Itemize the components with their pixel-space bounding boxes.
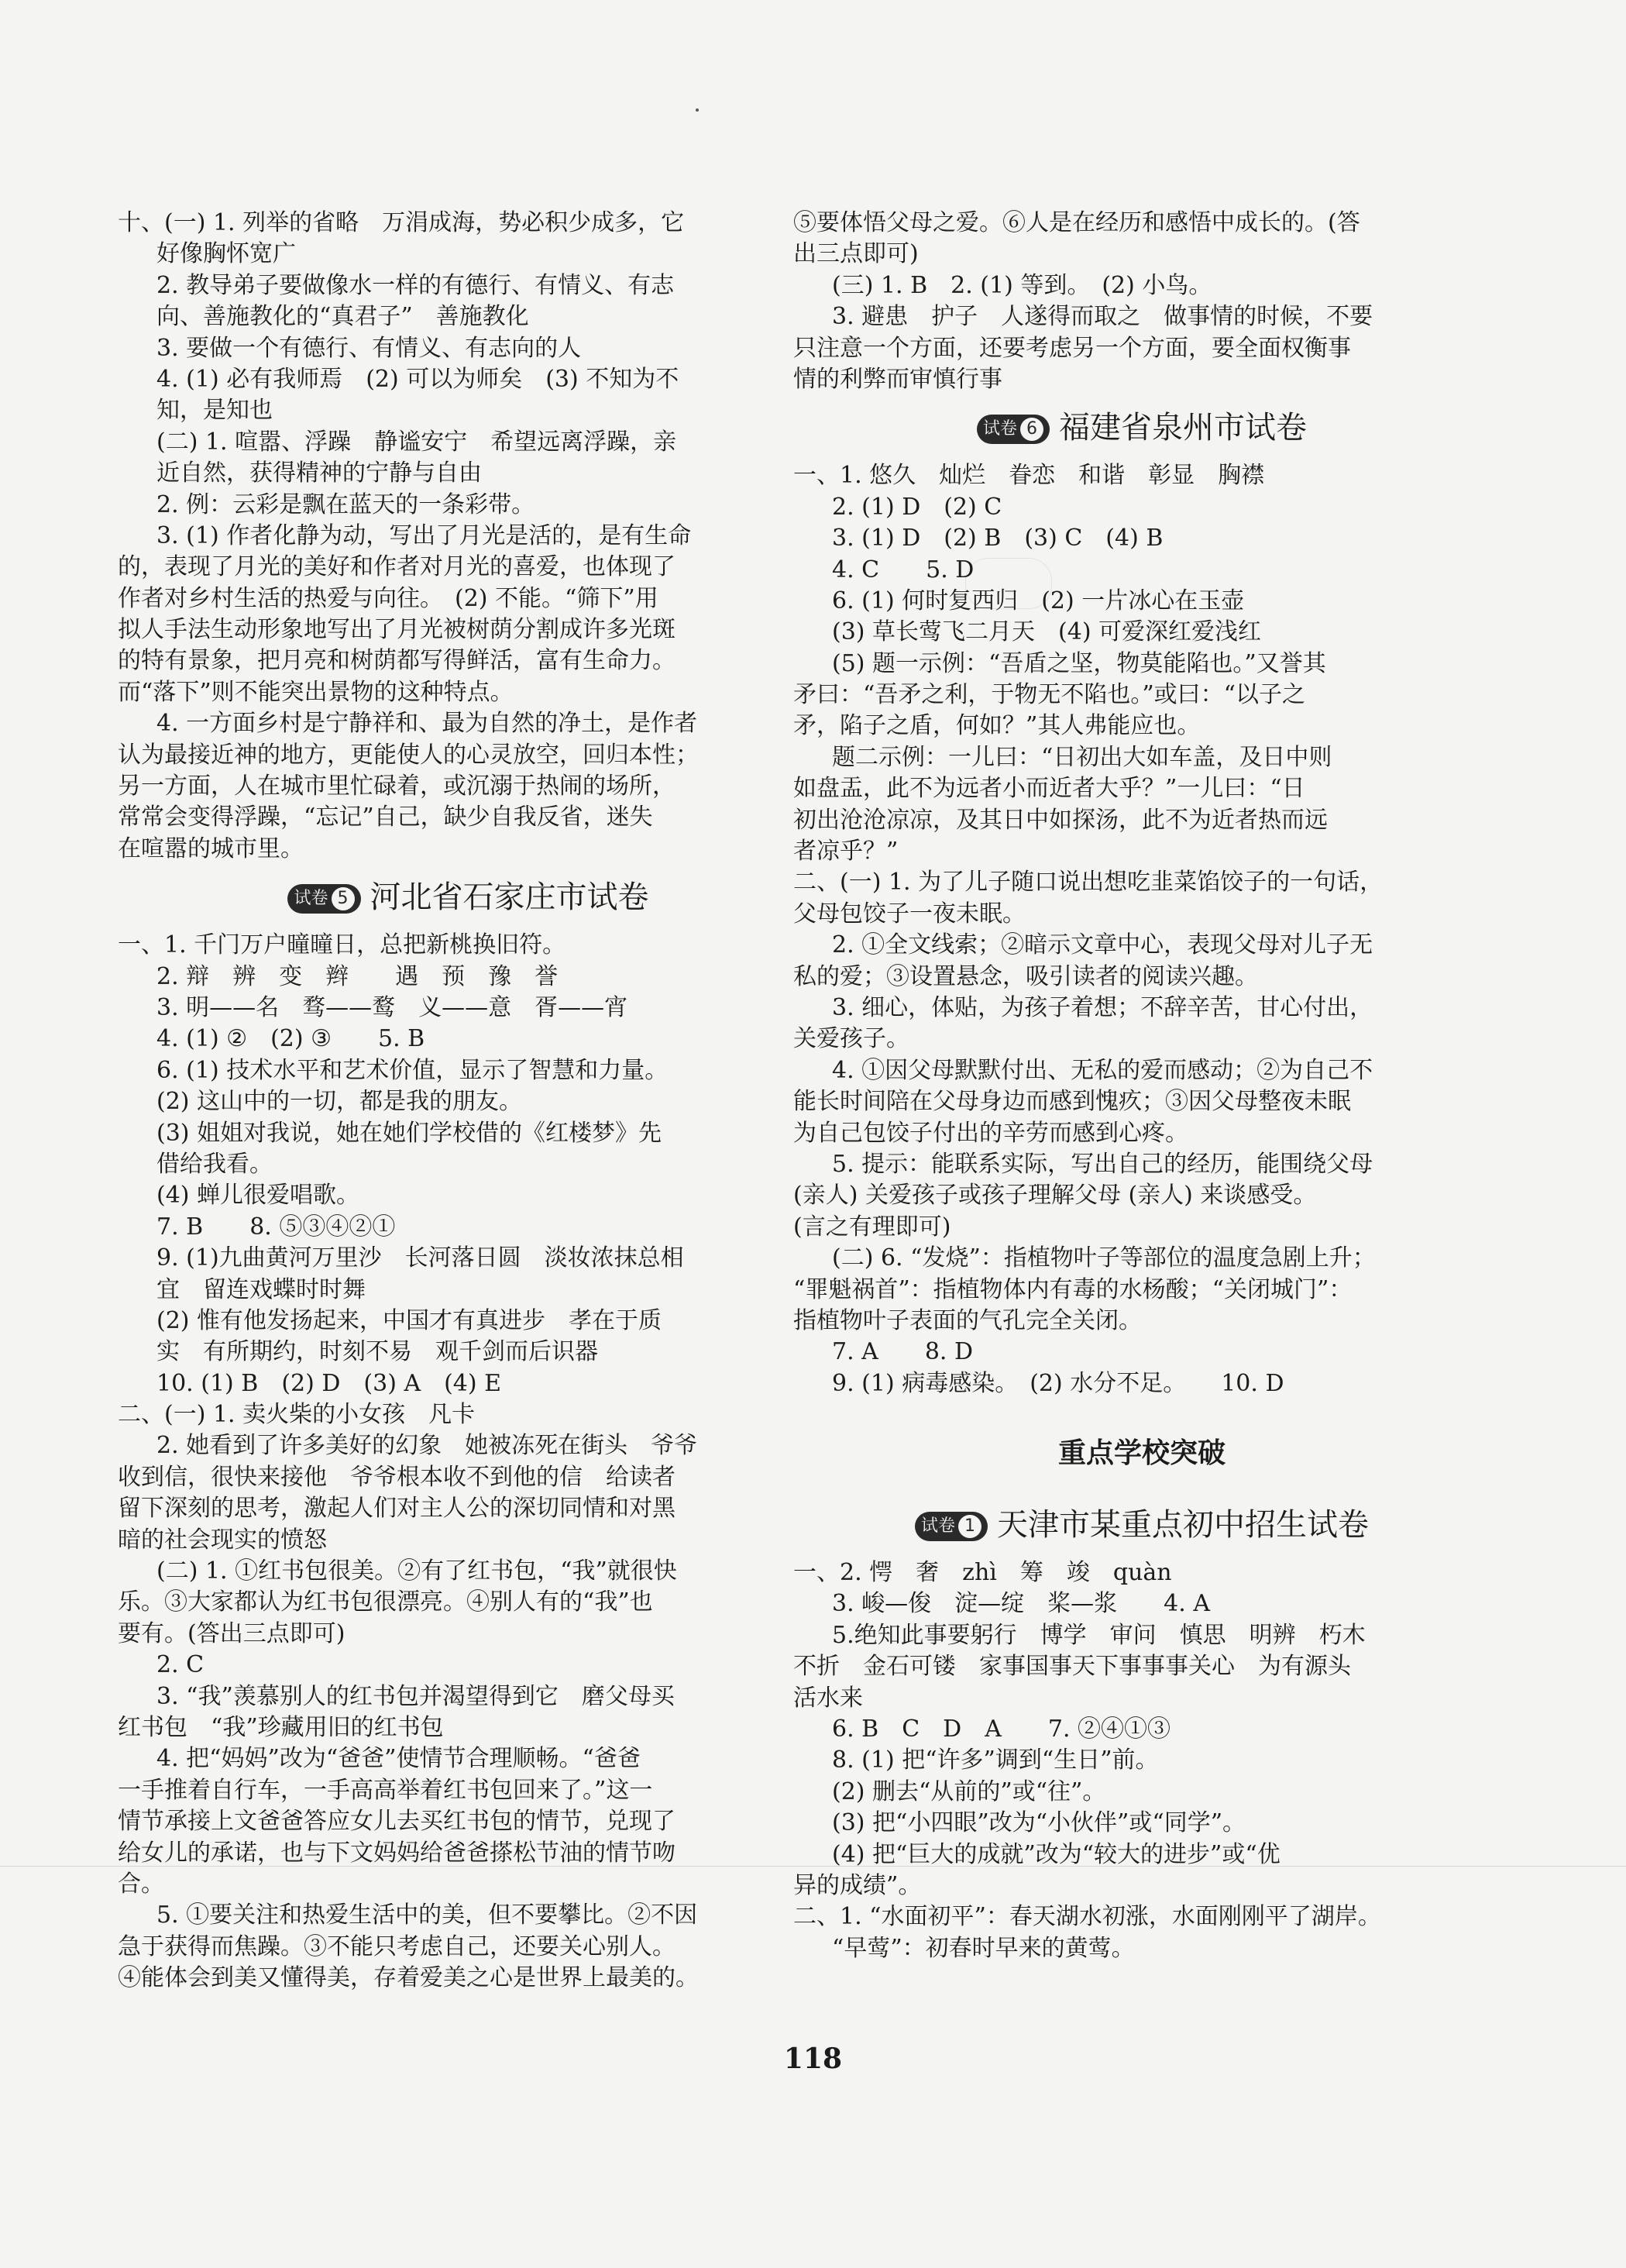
answer-line: 4. (1) 必有我师焉 (2) 可以为师矣 (3) 不知为不: [156, 365, 679, 393]
answer-line: 认为最接近神的地方，更能使人的心灵放空，回归本性；: [118, 741, 699, 769]
answer-line: 私的爱；③设置悬念，吸引读者的阅读兴趣。: [793, 962, 1258, 990]
badge-number: 5: [332, 887, 355, 910]
answer-line: (3) 把“小四眼”改为“小伙伴”或“同学”。: [832, 1809, 1246, 1837]
answer-line: 十、(一) 1. 列举的省略 万涓成海，势必积少成多，它: [118, 209, 685, 236]
answer-line: (二) 6. “发烧”：指植物叶子等部位的温度急剧上升；: [832, 1244, 1376, 1272]
answer-line: (4) 蝉儿很爱唱歌。: [156, 1182, 360, 1210]
answer-line: 不折 金石可镂 家事国事天下事事事关心 为有源头: [793, 1653, 1351, 1681]
answer-line: 者凉乎？”: [793, 838, 899, 866]
answer-line: 题二示例：一儿曰：“日初出大如车盖，及日中则: [832, 743, 1332, 771]
answer-line: 矛曰：“吾矛之利，于物无不陷也。”或曰：“以子之: [793, 681, 1306, 709]
answer-line: “早莺”：初春时早来的黄莺。: [832, 1934, 1135, 1962]
answer-line: 好像胸怀宽广: [156, 240, 296, 268]
answer-line: 4. ①因父母默默付出、无私的爱而感动；②为自己不: [832, 1056, 1373, 1084]
answer-line: 4. 一方面乡村是宁静祥和、最为自然的净土，是作者: [156, 710, 698, 738]
answer-line: 2. 她看到了许多美好的幻象 她被冻死在街头 爷爷: [156, 1432, 698, 1460]
answer-line: (3) 草长莺飞二月天 (4) 可爱深红爱浅红: [832, 618, 1262, 646]
answer-line: 一、2. 愕 奢 zhì 筹 竣 quàn: [793, 1559, 1172, 1587]
answer-line: 合。: [118, 1870, 164, 1898]
answer-line: 初出沧沧凉凉，及其日中如探汤，此不为近者热而远: [793, 806, 1328, 834]
answer-line: (2) 删去“从前的”或“往”。: [832, 1778, 1106, 1805]
page-speck: [696, 108, 699, 112]
answer-line: 宜 留连戏蝶时时舞: [156, 1275, 366, 1303]
badge-label: 试卷: [982, 419, 1017, 439]
answer-line: 2. 辩 辨 变 辫 遇 预 豫 誉: [156, 962, 559, 990]
answer-line: 3. “我”羡慕别人的红书包并渴望得到它 磨父母买: [156, 1682, 675, 1710]
answer-line: 的特有景象，把月亮和树荫都写得鲜活，富有生命力。: [118, 647, 675, 675]
answer-line: 另一方面，人在城市里忙碌着，或沉溺于热闹的场所，: [118, 773, 675, 800]
answer-line: 5. ①要关注和热爱生活中的美，但不要攀比。②不因: [156, 1901, 698, 1929]
answer-line: 2. C: [156, 1651, 205, 1679]
answer-line: 实 有所期约，时刻不易 观千剑而后识器: [156, 1338, 598, 1366]
answer-line: 6. B C D A 7. ②④①③: [832, 1716, 1171, 1743]
answer-line: 7. B 8. ⑤③④②①: [156, 1213, 396, 1241]
answer-line: (2) 这山中的一切，都是我的朋友。: [156, 1088, 523, 1116]
answer-line: 6. (1) 技术水平和艺术价值，显示了智慧和力量。: [156, 1056, 669, 1084]
answer-line: 指植物叶子表面的气孔完全关闭。: [793, 1306, 1142, 1334]
answer-line: 收到信，很快来接他 爷爷根本收不到他的信 给读者: [118, 1463, 675, 1491]
answer-line: (三) 1. B 2. (1) 等到。 (2) 小鸟。: [832, 271, 1212, 299]
answer-line: “罪魁祸首”：指植物体内有毒的水杨酸；“关闭城门”：: [793, 1275, 1353, 1303]
answer-line: 异的成绩”。: [793, 1871, 922, 1899]
section-heading: [118, 865, 819, 930]
answer-line: 急于获得而焦躁。③不能只考虑自己，还要关心别人。: [118, 1932, 675, 1960]
answer-line: 6. (1) 何时复西归 (2) 一片冰心在玉壶: [832, 587, 1245, 614]
answer-line: 一手推着自行车，一手高高举着红书包回来了。”这一: [118, 1776, 653, 1804]
answer-line: 如盘盂，此不为远者小而近者大乎？”一儿曰：“日: [793, 775, 1305, 803]
answer-line: ⑤要体悟父母之爱。⑥人是在经历和感悟中成长的。(答: [793, 209, 1360, 236]
answer-line: (2) 惟有他发扬起来，中国才有真进步 孝在于质: [156, 1306, 662, 1334]
answer-line: 知，是知也: [156, 397, 273, 425]
answer-line: 红书包 “我”珍藏用旧的红书包: [118, 1713, 444, 1741]
answer-line: 情节承接上文爸爸答应女儿去买红书包的情节，兑现了: [118, 1808, 675, 1836]
answer-line: 作者对乡村生活的热爱与向往。 (2) 不能。“筛下”用: [118, 584, 658, 612]
answer-line: 留下深刻的思考，激起人们对主人公的深切同情和对黑: [118, 1495, 675, 1523]
answer-line: 3. 避患 护子 人遂得而取之 做事情的时候，不要: [832, 303, 1373, 331]
answer-line: 暗的社会现实的愤怒: [118, 1526, 327, 1554]
answer-line: 9. (1)九曲黄河万里沙 长河落日圆 淡妆浓抹总相: [156, 1244, 684, 1272]
answer-line: 出三点即可): [793, 240, 919, 268]
answer-line: 4. (1) ② (2) ③ 5. B: [156, 1025, 425, 1053]
answer-line: 只注意一个方面，还要考虑另一个方面，要全面权衡事: [793, 334, 1351, 362]
answer-line: (二) 1. 喧嚣、浮躁 静谧安宁 希望远离浮躁，亲: [156, 428, 677, 456]
right-column: [793, 208, 1490, 1964]
answer-line: 4. 把“妈妈”改为“爸爸”使情节合理顺畅。“爸爸: [156, 1745, 641, 1773]
answer-line: 能长时间陪在父母身边而感到愧疚；③因父母整夜未眠: [793, 1088, 1351, 1116]
answer-line: 二、1. “水面初平”：春天湖水初涨，水面刚刚平了湖岸。: [793, 1903, 1381, 1931]
answer-line: 5. 提示：能联系实际，写出自己的经历，能围绕父母: [832, 1150, 1373, 1178]
answer-line: 为自己包饺子付出的辛劳而感到心疼。: [793, 1119, 1188, 1147]
answer-line: (4) 把“巨大的成就”改为“较大的进步”或“优: [832, 1840, 1281, 1868]
answer-line: 向、善施教化的“真君子” 善施教化: [156, 303, 529, 331]
part-heading: 重点学校突破: [1057, 1437, 1226, 1470]
answer-line: 一、1. 悠久 灿烂 眷恋 和谐 彰显 胸襟: [793, 462, 1265, 490]
answer-line: 10. (1) B (2) D (3) A (4) E: [156, 1369, 502, 1397]
answer-line: 一、1. 千门万户曈曈日，总把新桃换旧符。: [118, 931, 566, 959]
exam-badge-icon: [915, 1512, 988, 1541]
answer-line: 给女儿的承诺，也与下文妈妈给爸爸搽松节油的情节吻: [118, 1839, 675, 1867]
badge-label: 试卷: [294, 889, 328, 909]
answer-line: 情的利弊而审慎行事: [793, 365, 1002, 393]
answer-line: 拟人手法生动形象地写出了月光被树荫分割成许多光斑: [118, 616, 675, 644]
answer-line: (言之有理即可): [793, 1213, 951, 1241]
answer-line: 近自然，获得精神的宁静与自由: [156, 459, 482, 487]
exam-badge-icon: [977, 415, 1050, 444]
left-column: [118, 208, 819, 1994]
answer-line: 7. A 8. D: [832, 1338, 974, 1366]
badge-number: 6: [1020, 418, 1043, 441]
answer-line: 4. C 5. D: [832, 556, 975, 583]
answer-line: 8. (1) 把“许多”调到“生日”前。: [832, 1747, 1159, 1774]
answer-line: (亲人) 关爱孩子或孩子理解父母 (亲人) 来谈感受。: [793, 1182, 1317, 1210]
answer-line: 9. (1) 病毒感染。 (2) 水分不足。 10. D: [832, 1369, 1284, 1397]
answer-line: 矛，陷子之盾，何如？”其人弗能应也。: [793, 712, 1201, 740]
answer-line: 的，表现了月光的美好和作者对月光的喜爱，也体现了: [118, 553, 675, 581]
badge-label: 试卷: [920, 1516, 955, 1537]
answer-line: 5.绝知此事要躬行 博学 审问 慎思 明辨 朽木: [832, 1621, 1366, 1649]
answer-line: ④能体会到美又懂得美，存着爱美之心是世界上最美的。: [118, 1964, 699, 1992]
answer-line: 借给我看。: [156, 1150, 273, 1178]
section-heading: [793, 1492, 1490, 1557]
answer-line: 关爱孩子。: [793, 1025, 909, 1053]
answer-line: (5) 题一示例：“吾盾之坚，物莫能陷也。”又誉其: [832, 649, 1326, 677]
answer-line: 要有。(答出三点即可): [118, 1619, 345, 1647]
answer-line: 二、(一) 1. 为了儿子随口说出想吃韭菜馅饺子的一句话，: [793, 869, 1384, 897]
section-title: 天津市某重点初中招生试卷: [997, 1507, 1369, 1544]
answer-line: 2. 教导弟子要做像水一样的有德行、有情义、有志: [156, 271, 675, 299]
section-heading: [793, 395, 1490, 460]
answer-line: 在喧嚣的城市里。: [118, 835, 304, 862]
page-number: 118: [783, 2043, 843, 2075]
answer-line: 乐。③大家都认为红书包很漂亮。④别人有的“我”也: [118, 1588, 653, 1616]
answer-line: 常常会变得浮躁，“忘记”自己，缺少自我反省，迷失: [118, 804, 653, 831]
answer-line: 2. ①全文线索；②暗示文章中心，表现父母对儿子无: [832, 931, 1373, 959]
answer-line: 父母包饺子一夜未眠。: [793, 900, 1026, 928]
answer-line: 3. 要做一个有德行、有情义、有志向的人: [156, 334, 582, 362]
badge-number: 1: [958, 1515, 981, 1538]
answer-line: 3. 峻—俊 淀—绽 桨—浆 4. A: [832, 1590, 1210, 1618]
answer-line: 活水来: [793, 1684, 863, 1712]
section-title: 河北省石家庄市试卷: [370, 879, 649, 916]
answer-line: (二) 1. ①红书包很美。②有了红书包，“我”就很快: [156, 1557, 677, 1585]
answer-line: 3. (1) 作者化静为动，写出了月光是活的，是有生命: [156, 521, 692, 549]
answer-line: 3. 明——名 骛——鹜 义——意 胥——宵: [156, 993, 628, 1021]
exam-badge-icon: [287, 884, 360, 914]
answer-line: 2. 例：云彩是飘在蓝天的一条彩带。: [156, 490, 535, 518]
answer-line: 2. (1) D (2) C: [832, 493, 1002, 521]
answer-line: (3) 姐姐对我说，她在她们学校借的《红楼梦》先: [156, 1119, 662, 1147]
answer-line: 而“落下”则不能突出景物的这种特点。: [118, 678, 514, 706]
answer-line: 3. (1) D (2) B (3) C (4) B: [832, 525, 1164, 552]
answer-line: 二、(一) 1. 卖火柴的小女孩 凡卡: [118, 1401, 476, 1429]
section-title: 福建省泉州市试卷: [1059, 410, 1307, 446]
answer-line: 3. 细心，体贴，为孩子着想；不辞辛苦，甘心付出，: [832, 993, 1373, 1021]
